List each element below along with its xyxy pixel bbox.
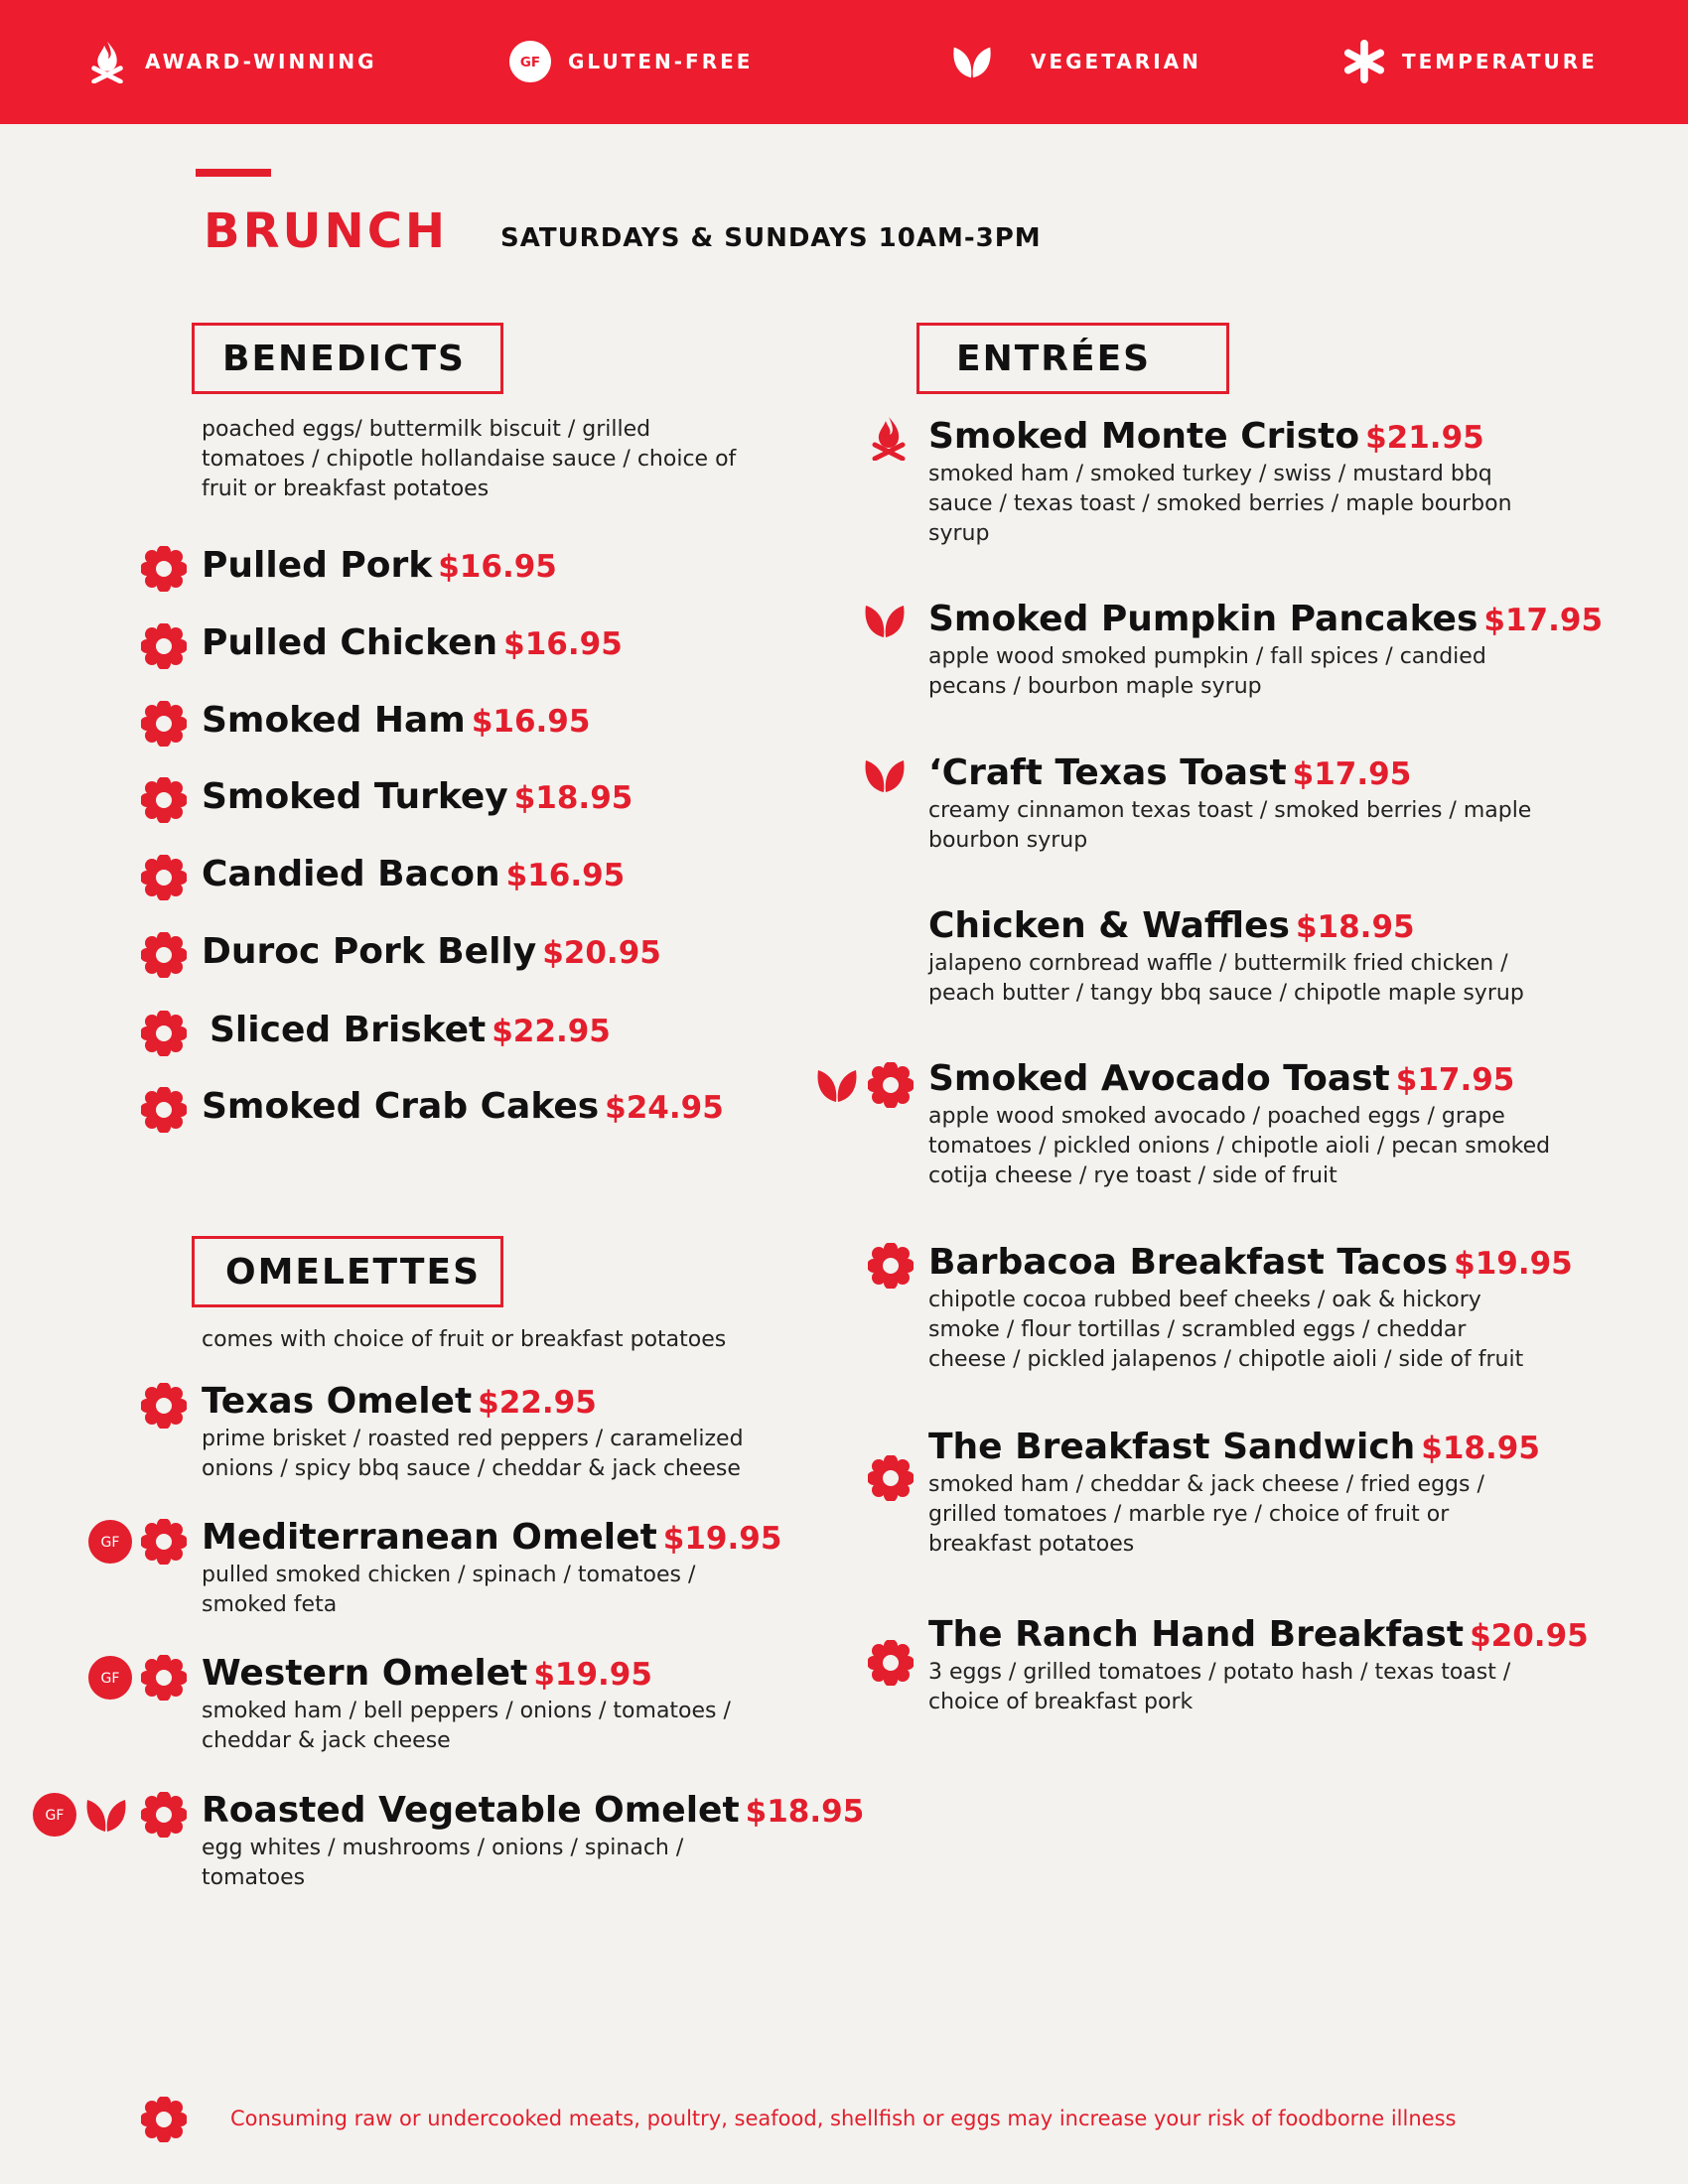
item-name: Sliced Brisket <box>210 1010 487 1050</box>
item-desc-line: tomatoes <box>202 1865 306 1890</box>
leaf-icon <box>943 40 1001 83</box>
item-price: $16.95 <box>503 626 623 662</box>
temperature-icon <box>141 1519 187 1565</box>
item-desc-line: smoked ham / cheddar & jack cheese / fried eggs / <box>928 1472 1484 1497</box>
item-desc-line: jalapeno cornbread waffle / buttermilk fried chicken / <box>928 951 1508 976</box>
item-name: Candied Bacon <box>202 854 500 894</box>
item-desc-line: chipotle cocoa rubbed beef cheeks / oak & hickory <box>928 1288 1481 1312</box>
temperature-icon <box>868 1640 914 1686</box>
item-desc-line: pecans / bourbon maple syrup <box>928 674 1262 699</box>
menu-item <box>928 1613 1589 1717</box>
item-desc-line: smoked ham / bell peppers / onions / tomatoes / <box>202 1699 731 1723</box>
item-desc-line: choice of breakfast pork <box>928 1690 1194 1714</box>
menu-item <box>202 930 661 975</box>
item-price: $18.95 <box>1295 909 1415 945</box>
item-price: $16.95 <box>438 549 557 585</box>
item-price: $17.95 <box>1395 1062 1515 1098</box>
item-desc-line: peach butter / tangy bbq sauce / chipotle maple syrup <box>928 981 1524 1006</box>
temperature-icon <box>141 2097 187 2142</box>
item-name: Pulled Chicken <box>202 622 498 663</box>
legend-award <box>85 40 377 83</box>
temperature-icon <box>141 1792 187 1838</box>
item-desc-line: sauce / texas toast / smoked berries / maple bourbon <box>928 491 1512 516</box>
item-name: The Ranch Hand Breakfast <box>928 1614 1465 1655</box>
temperature-icon <box>141 1383 187 1429</box>
flame-icon <box>866 415 912 461</box>
page-subtitle: SATURDAYS & SUNDAYS 10AM-3PM <box>500 223 1042 253</box>
item-desc-line: cheese / pickled jalapenos / chipotle aioli / side of fruit <box>928 1347 1524 1372</box>
menu-item <box>928 598 1603 702</box>
item-price: $17.95 <box>1292 756 1412 792</box>
item-desc-line: egg whites / mushrooms / onions / spinach / <box>202 1836 684 1860</box>
gf-badge-text: GF <box>519 55 541 70</box>
item-name: Smoked Ham <box>202 700 466 741</box>
item-name: Smoked Turkey <box>202 776 508 817</box>
temperature-icon <box>141 777 187 823</box>
gf-icon <box>87 1655 133 1701</box>
temperature-icon <box>141 855 187 900</box>
item-price: $18.95 <box>1421 1431 1540 1466</box>
menu-item <box>202 775 633 820</box>
legend-vegetarian <box>943 40 1201 83</box>
benedicts-heading: BENEDICTS <box>192 323 503 394</box>
item-desc-line: tomatoes / pickled onions / chipotle aioli / pecan smoked <box>928 1134 1551 1159</box>
item-price: $22.95 <box>478 1385 597 1421</box>
menu-item <box>928 904 1524 1009</box>
item-price: $17.95 <box>1483 603 1604 638</box>
item-price: $20.95 <box>542 935 661 971</box>
item-price: $19.95 <box>662 1521 782 1557</box>
item-desc-line: onions / spicy bbq sauce / cheddar & jack cheese <box>202 1456 741 1481</box>
item-name: ‘Craft Texas Toast <box>928 752 1287 793</box>
item-price: $16.95 <box>471 704 591 740</box>
item-name: The Breakfast Sandwich <box>928 1427 1416 1467</box>
menu-item <box>202 621 623 666</box>
item-price: $22.95 <box>492 1014 611 1049</box>
benedicts-desc-line: tomatoes / chipotle hollandaise sauce / choice of <box>202 447 737 472</box>
menu-item <box>928 1241 1573 1375</box>
item-desc-line: syrup <box>928 521 990 546</box>
item-price: $19.95 <box>1454 1246 1573 1282</box>
item-name: Mediterranean Omelet <box>202 1517 657 1558</box>
temperature-icon <box>141 1655 187 1701</box>
gf-icon <box>87 1519 133 1565</box>
item-name: Chicken & Waffles <box>928 905 1290 946</box>
temperature-icon <box>868 1243 914 1289</box>
menu-item <box>928 415 1512 549</box>
temperature-icon <box>141 932 187 978</box>
temperature-icon <box>868 1062 914 1108</box>
item-desc-line: prime brisket / roasted red peppers / caramelized <box>202 1427 744 1451</box>
gf-badge-icon <box>508 40 552 83</box>
menu-item <box>202 1652 731 1756</box>
item-name: Smoked Pumpkin Pancakes <box>928 599 1478 639</box>
item-desc-line: apple wood smoked pumpkin / fall spices / candied <box>928 644 1486 669</box>
menu-item <box>928 1057 1550 1191</box>
item-name: Pulled Pork <box>202 545 433 586</box>
omelettes-description: comes with choice of fruit or breakfast potatoes <box>202 1327 727 1352</box>
item-desc-line: creamy cinnamon texas toast / smoked berries / maple <box>928 798 1532 823</box>
menu-item <box>202 544 557 589</box>
item-desc-line: apple wood smoked avocado / poached eggs / grape <box>928 1104 1505 1129</box>
benedicts-desc-line: poached eggs/ buttermilk biscuit / grilled <box>202 417 651 442</box>
omelettes-heading: OMELETTES <box>192 1236 503 1307</box>
legend-award-label: AWARD-WINNING <box>145 50 377 73</box>
item-name: Texas Omelet <box>202 1381 473 1422</box>
legend-temperature <box>1342 40 1598 83</box>
leaf-icon <box>862 752 908 798</box>
menu-item <box>202 853 625 897</box>
item-price: $24.95 <box>605 1090 724 1126</box>
item-price: $18.95 <box>745 1794 865 1830</box>
temperature-icon <box>141 1087 187 1133</box>
menu-item <box>928 1426 1540 1560</box>
item-desc-line: smoke / flour tortillas / scrambled eggs / cheddar <box>928 1317 1467 1342</box>
page-title: BRUNCH <box>204 204 449 259</box>
entrees-heading: ENTRÉES <box>916 323 1229 394</box>
item-price: $21.95 <box>1365 420 1484 456</box>
item-desc-line: pulled smoked chicken / spinach / tomatoes / <box>202 1563 696 1587</box>
benedicts-description <box>202 415 736 504</box>
legend-vegetarian-label: VEGETARIAN <box>1031 50 1201 73</box>
item-desc-line: 3 eggs / grilled tomatoes / potato hash / texas toast / <box>928 1660 1511 1685</box>
temperature-icon <box>141 546 187 592</box>
leaf-icon <box>862 598 908 643</box>
legend-gluten-free <box>508 40 753 83</box>
item-name: Smoked Avocado Toast <box>928 1058 1390 1099</box>
menu-item <box>202 1085 724 1130</box>
menu-item <box>202 699 590 744</box>
item-price: $19.95 <box>533 1657 652 1693</box>
legend-gluten-free-label: GLUTEN-FREE <box>568 50 754 73</box>
menu-item <box>202 1789 864 1893</box>
flame-icon <box>85 40 129 83</box>
item-name: Barbacoa Breakfast Tacos <box>928 1242 1449 1283</box>
item-name: Duroc Pork Belly <box>202 931 537 972</box>
item-desc-line: cotija cheese / rye toast / side of fruit <box>928 1163 1337 1188</box>
item-desc-line: cheddar & jack cheese <box>202 1728 451 1753</box>
item-name: Smoked Monte Cristo <box>928 416 1360 457</box>
menu-item <box>202 1516 781 1620</box>
foodborne-illness-warning: Consuming raw or undercooked meats, poultry, seafood, shellfish or eggs may increase your risk of foodborne illness <box>230 2107 1457 2130</box>
accent-bar <box>196 169 271 177</box>
item-desc-line: bourbon syrup <box>928 828 1088 853</box>
item-name: Western Omelet <box>202 1653 528 1694</box>
item-desc-line: smoked ham / smoked turkey / swiss / mustard bbq <box>928 462 1492 486</box>
item-desc-line: smoked feta <box>202 1592 338 1617</box>
temperature-icon <box>141 623 187 669</box>
item-price: $18.95 <box>513 780 633 816</box>
leaf-icon <box>814 1062 860 1108</box>
asterisk-icon <box>1342 40 1386 83</box>
benedicts-desc-line: fruit or breakfast potatoes <box>202 477 490 501</box>
leaf-icon <box>83 1792 129 1838</box>
item-price: $20.95 <box>1470 1618 1589 1654</box>
gf-icon <box>32 1792 77 1838</box>
item-name: Smoked Crab Cakes <box>202 1086 600 1127</box>
menu-item <box>928 751 1531 856</box>
legend-bar <box>0 0 1688 124</box>
temperature-icon <box>868 1455 914 1501</box>
menu-item <box>210 1009 611 1053</box>
item-desc-line: grilled tomatoes / marble rye / choice of fruit or <box>928 1502 1450 1527</box>
menu-item <box>202 1380 744 1484</box>
temperature-icon <box>141 1011 187 1056</box>
item-desc-line: breakfast potatoes <box>928 1532 1135 1557</box>
item-price: $16.95 <box>505 858 626 893</box>
legend-temperature-label: TEMPERATURE <box>1402 50 1598 73</box>
item-name: Roasted Vegetable Omelet <box>202 1790 740 1831</box>
temperature-icon <box>141 701 187 747</box>
